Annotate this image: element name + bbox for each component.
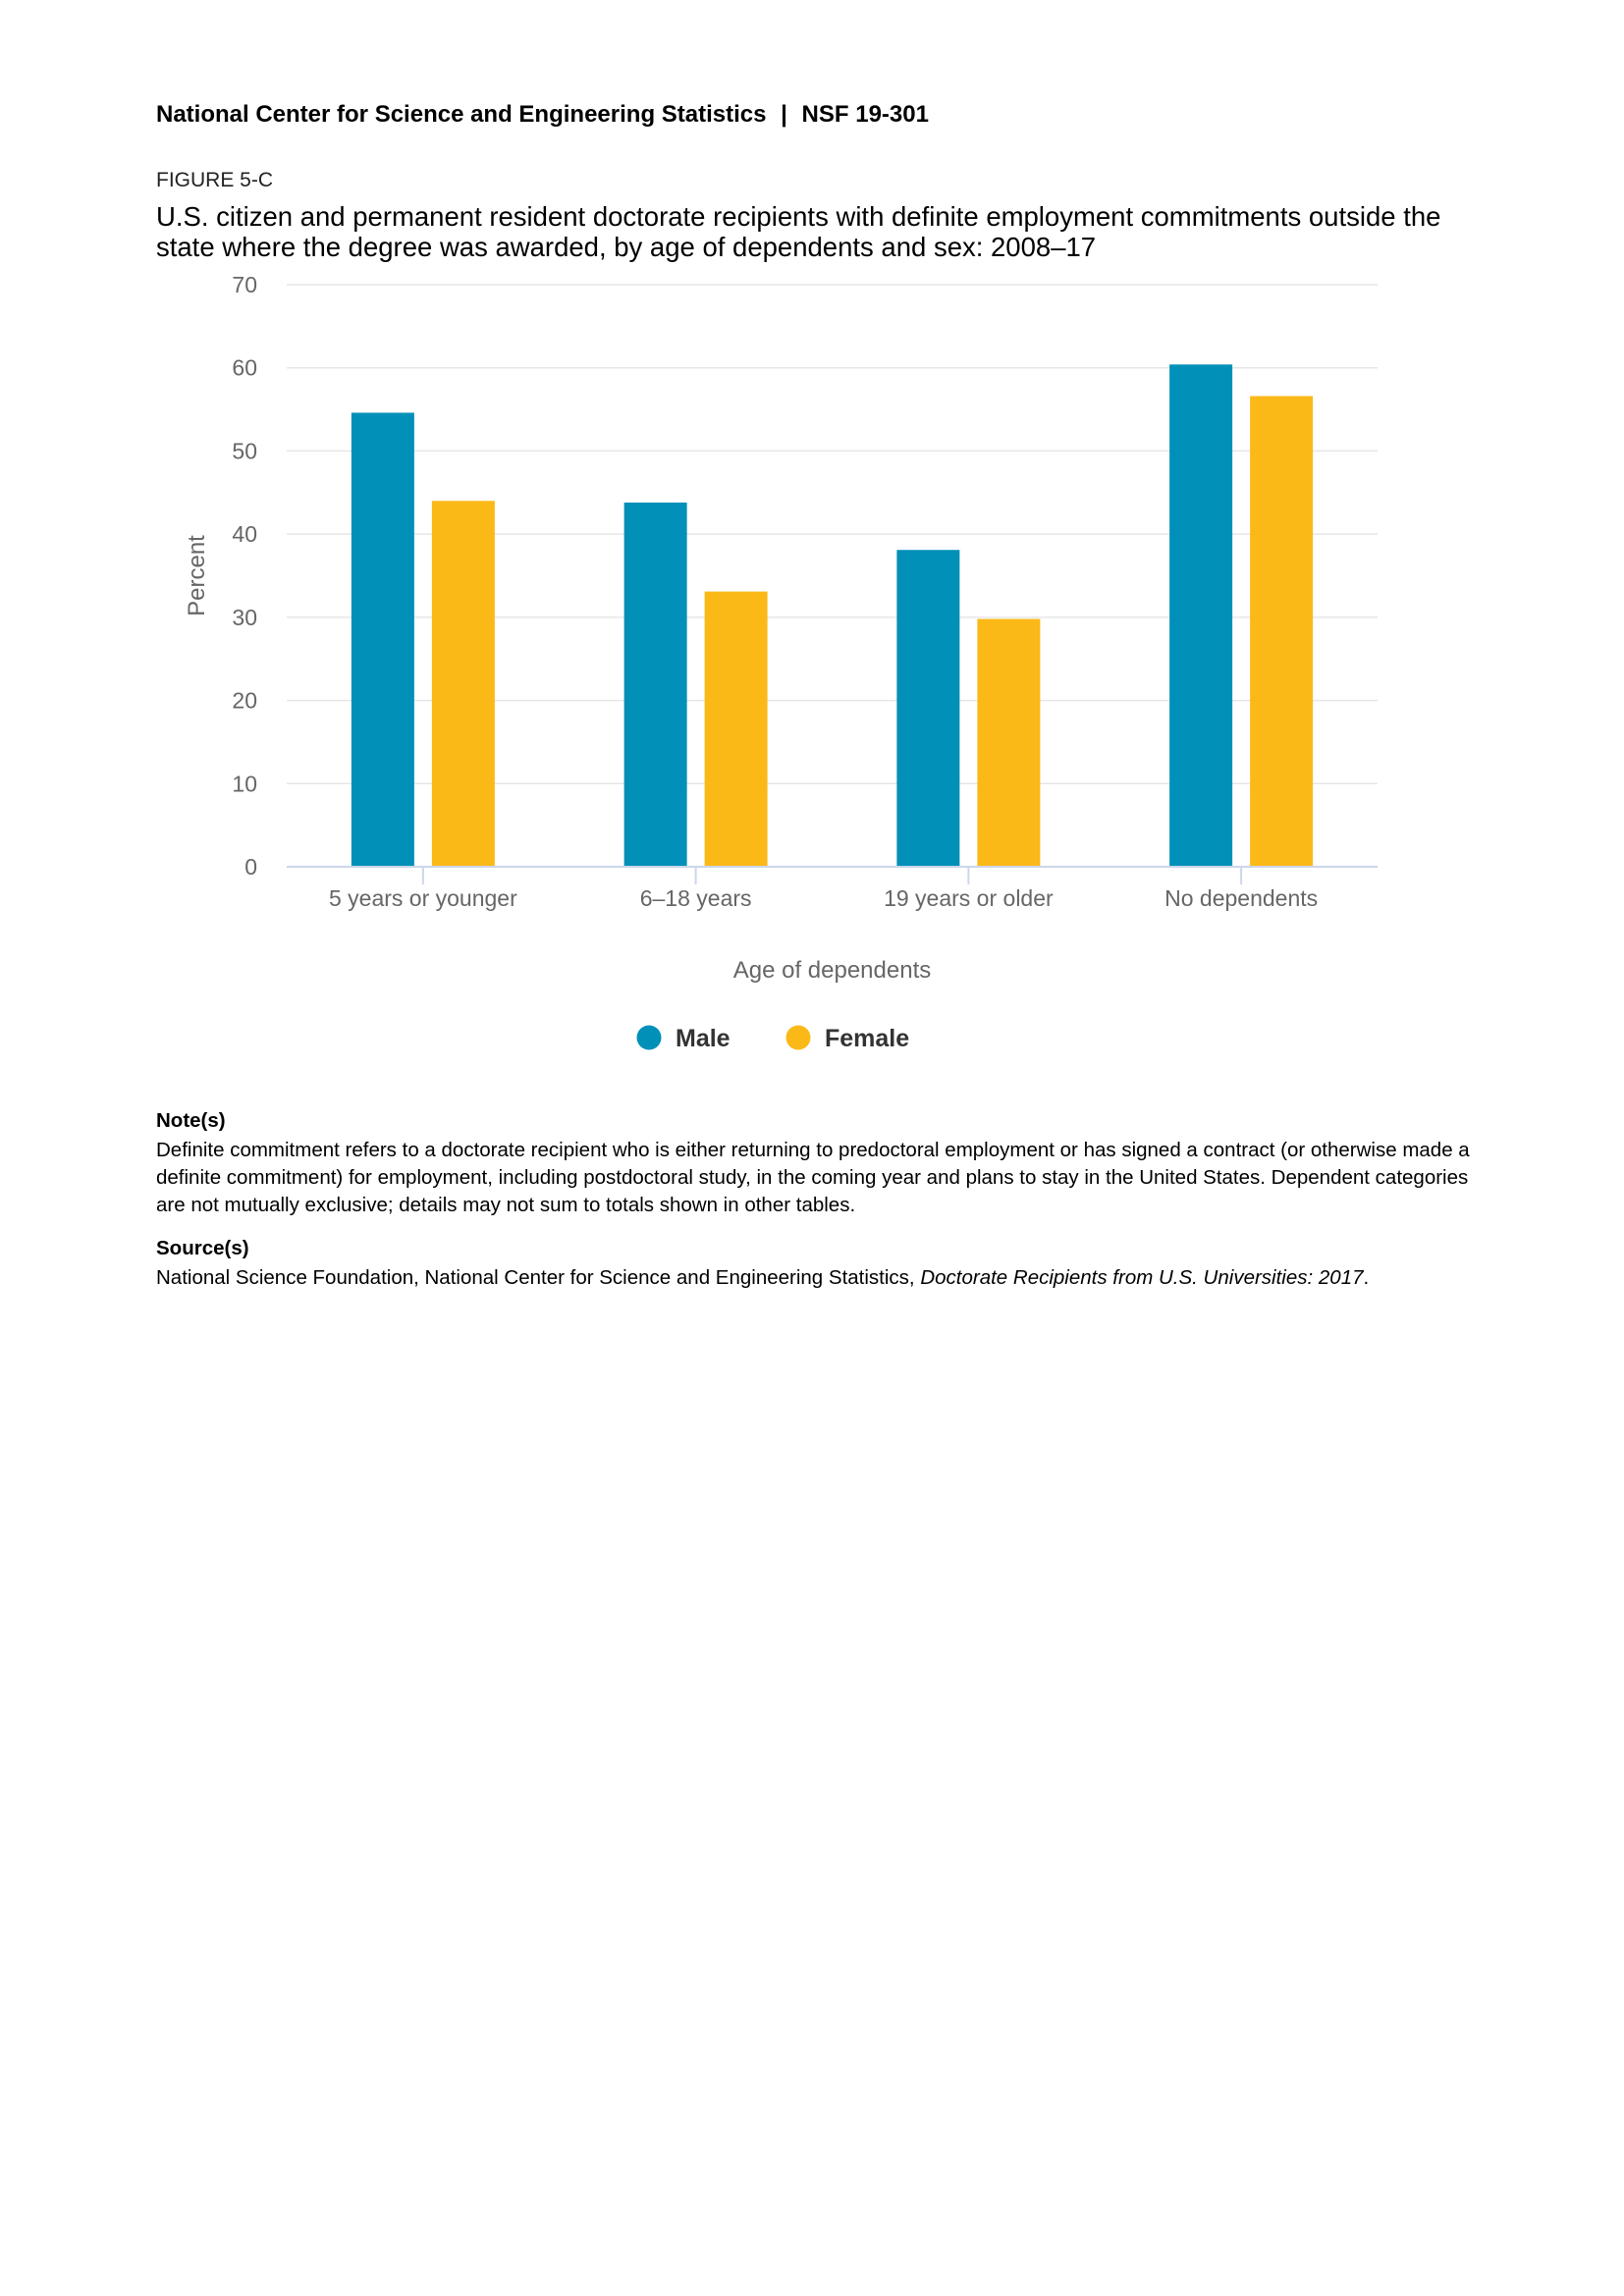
bar-female-3 — [1250, 397, 1313, 867]
source-end: . — [1363, 1266, 1370, 1289]
y-axis-title: Percent — [184, 535, 210, 616]
header-separator: | — [781, 101, 787, 128]
figure-title: U.S. citizen and permanent resident doctorate recipients with definite employment commitments outside the state where the degree was awarded, by age of dependents and sex: 2008–17 — [156, 201, 1441, 262]
legend-marker — [786, 1026, 811, 1050]
legend-marker — [637, 1026, 662, 1050]
notes-heading: Note(s) — [156, 1109, 226, 1132]
legend-label: Female — [825, 1025, 910, 1052]
y-tick-label: 30 — [232, 604, 257, 630]
figure-label: FIGURE 5-C — [156, 169, 274, 191]
y-tick-label: 0 — [244, 854, 257, 880]
y-tick-label: 10 — [232, 771, 257, 797]
y-tick-label: 50 — [232, 438, 257, 464]
bar-female-0 — [432, 501, 495, 867]
report-id: NSF 19-301 — [801, 101, 929, 128]
bar-female-1 — [705, 592, 768, 867]
source-text: National Science Foundation, National Center for Science and Engineering Statistics, — [156, 1266, 921, 1289]
bar-male-2 — [896, 550, 959, 867]
y-tick-label: 40 — [232, 521, 257, 548]
y-tick-label: 20 — [232, 687, 257, 714]
legend-label: Male — [676, 1025, 731, 1052]
bar-male-3 — [1169, 364, 1232, 867]
legend-item-female[interactable] — [786, 1025, 910, 1052]
bar-male-0 — [352, 412, 414, 867]
x-axis-title: Age of dependents — [732, 957, 932, 984]
bars — [352, 364, 1313, 867]
bar-male-1 — [624, 503, 687, 867]
x-tick-label: 5 years or younger — [328, 885, 517, 911]
y-tick-label: 70 — [232, 272, 257, 297]
organization-name: National Center for Science and Engineering Statistics — [156, 101, 767, 128]
x-tick-label: 19 years or older — [884, 885, 1054, 911]
source-text-block — [156, 1264, 1491, 1292]
y-tick-label: 60 — [232, 354, 257, 381]
legend-item-male[interactable] — [637, 1025, 731, 1052]
legend — [637, 1025, 910, 1052]
x-tick-label: No dependents — [1164, 885, 1319, 911]
notes-section — [156, 1107, 1491, 1292]
x-tick-label: 6–18 years — [639, 885, 752, 911]
source-heading: Source(s) — [156, 1237, 249, 1259]
bar-female-2 — [977, 619, 1040, 867]
source-title: Doctorate Recipients from U.S. Universities: 2017 — [920, 1266, 1364, 1289]
notes-text: Definite commitment refers to a doctorate recipient who is either returning to predoctoral employment or has signed a contract (or otherwise made a definite commitment) for employment, including postdoctoral study, in the coming year and plans to stay in the United States. Dependent categories are not mutually exclusive; details may not sum to totals shown in other tables. — [156, 1139, 1470, 1216]
bar-chart — [0, 0, 1624, 1080]
